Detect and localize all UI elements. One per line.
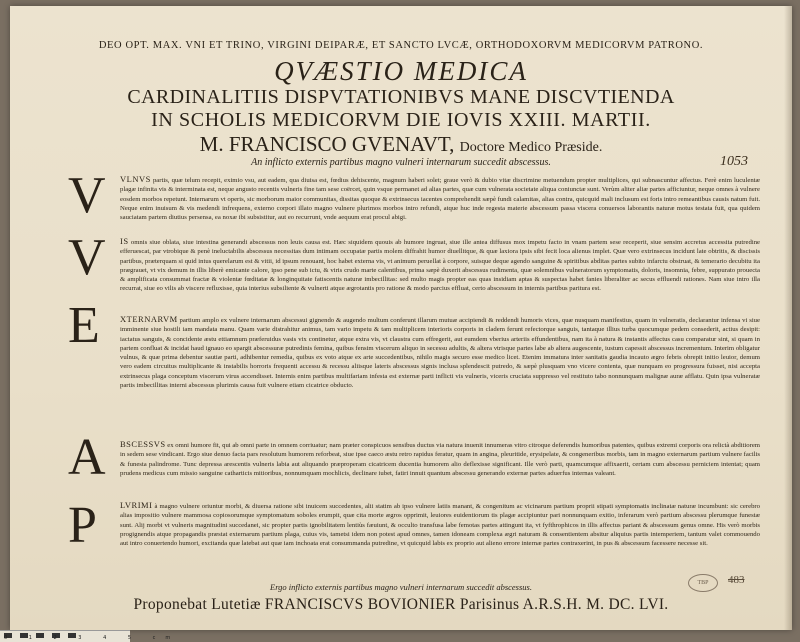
title-line-3: IN SCHOLIS MEDICORVM DIE IOVIS XXIII. MARTII. — [151, 109, 651, 131]
paragraph-lead-word: VLNVS — [120, 174, 151, 184]
paragraph-text: ex omni humore fit, qui ab omni parte in omnem corriuatur; nam præter conspicuos sensibus ductus via natura inuenit innumeras vitro citroque deferendis humoribus patentes, quibus extremi corporis ora relictà abditiorem in sedem sese vindicant. Ergo siue denuo facta pars resolutum humorem reforbeat, siue ipse caeco æstu retro rapidus feratur, quam in angina, pleuritide, erysipelate, & congeneribus morbis, tam in magno externarum partium vulnere facilis & funesta palindrome. Tunc depressa arescentis vulneris labia aut aliquando præproperam cicatricem ducentia humorem alio deflexisse significant. Ille verò parti, quamcumque affixaerit, certam cum abscessu perniciem intentat; quam prudens medicus cum missio sanguine catharticis mitioribus, nonnumquam mochlicis, declinare iubet, fatiri innuit quantum abscessu generando externæ partes aduerfus internas valeant. — [120, 442, 761, 477]
ruler-unit: cm — [152, 635, 181, 641]
scale-ruler — [0, 630, 181, 642]
paragraph — [120, 315, 760, 438]
paragraph-text: partis, quæ telum recepit, eximio vsu, aut eadem, qua diuisa est, fœdius dehiscente, magnum haberi solet; graue verò & dubio vitæ discrimine metuendum propter multiplices, qui subnascuntur affectus. Ferè enim luculentæ plagæ infinita vis & interminata est, neque angusto recentis vulneris fine tam sese coërcet, quin vsque permanet ad alias partes, quæ cum vulnerata societate aliqua coniunctæ sunt. Verùm aliter aliæ partes afficiuntur, neque omnes à vulnere eosdem morbos repetunt. Internarum vt operis, sic morborum maior communitas, dissitas quoque & extrinsecus iacentes comprehendit sæpè fundi calamitas, alias contra, quicquid mali inclusum est foris intro remeantibus causis natum fuit. Neque enim inuisum & vis medendi infrequens, externo corpori illato magno vulnere plurimos morbos intro refundi, atque huc inde regesta materie abscessum passa viscera conuersos laborantis naturæ motus testata fuit, qua quidem sauciatam partem diutius persensa, ea noxæ ibi subsistitur, aut eo recurrunt, vnde aequum erat procul abigi. — [120, 177, 761, 222]
drop-initial: E — [68, 297, 100, 354]
president-name: M. FRANCISCO GVENAVT, — [199, 132, 455, 156]
paragraph — [120, 237, 760, 313]
paragraph-text: à magno vulnere oriuntur morbi, & diuersa ratione sibi inuicem succedentes, alii statim ab ipso vulnere latiis manant, & congenitum ac vicinarum partium proprii stipati symptomatis inclinatæ naturæ incumbunt: sic cerebro alias impositio vulnere mammosa copiosorumque symptomatum soboles erumpit, quæ cita morte ægros opprimit, leuiores euidentiorum tis plagæ accipiuntur pari nonnunquam exitio, inferarum verò partium abscessu plerumque funestæ sunt. Alij morbi vt vulneris magnitudini succedanei, sic propter partis ignobilitatem lentiùs fæuiunt, & occulto transfusa labe femotas partes attingunt ita, vt fyfthrophicos in illis affectus pariant & abscessum genus omne. His verò morbis progignendis atque propagandis præstat externarum partium plaga, cuius vis, tametsi idem non potest apud omnes, tamen idoneam complexa ægri naturam & consentientem absitur aliquius partis intemperiem, tantum valet commouendo aut intro conuertendo humori, excitanda quæ latebat aut quæ iam inchoata erat consummanda putredine, vt quicquid labis ex proprio aut alieno errore internæ partes contraxerint, in pus & abscessum facessere necesse sit. — [120, 503, 760, 548]
dedication-line: DEO OPT. MAX. VNI ET TRINO, VIRGINI DEIPARÆ, ET SANCTO LVCÆ, ORTHODOXORVM MEDICORVM PATRONO. — [98, 40, 704, 51]
paragraph-text: omnis siue oblata, siue intestina generandi abscessus non leuis causa est. Hæc siquidem quouis ab humore ingruat, siue ille antea diffusus mox impetu facto in vnam partem sese receperit, siue sensim accretus accessita putredine efferuescat, par vtrobique & penè ineluctabilis abscessus necessitas dum intimam occupatæ partis molem diffrahit humor diuellitque, & quæ laxiora ipsis sibi fecit loca alienus implet. Quæ vero extrinsecus incidunt late obtritis, & discissis partibus, præterquam si quid intus querelarum est & vitii, id ipsum renouant, hoc habet externa vis, vt animum peruellat à corpore, suisque deque agendo sanguine & spiritibus abditas partes subito infarctu obstruat, & temerario decubitu ita prægrauet, vt vix demum in illis liberè emicante calore, ipso pene sub ictu, & viris crudo marte calentibus, prima sæpè duxerit abscessus rudimenta, quæ solemnibus vulneratorum symptomatis, doloris, insomnia, febre, suppurato prouecta & amplificata consummat fractæ & violentæ fœditatæ & longinquitate fatiscentis naturæ imbecillitas: sed multo magis propter eas quas insidiam aptas & suspectas habet fanies liberaliter ac secus effluendi rationes. Nam siue intro illa recurrat, siue eo vilis ab viscere refluxisse, quia interius subsiliente & vulnerti atque ægrotantis pro ratione & modo parcius effluat, certo abscessum in internis partibus paritura est. — [120, 239, 761, 293]
document-page — [10, 6, 792, 630]
paragraph — [120, 440, 760, 499]
drop-initial: V — [68, 167, 106, 224]
paragraph-text: partium amplo ex vulnere internarum abscessui gignendo & augendo multum conferunt illarum mutuæ accipiendi & reddendi humoris vices, quæ nusquam manifestius, quam in vulneratis, declarantur infensa vi siue imminente siue hostili iam mandata manu. Quam varie distrahitur animus, tam vario impetu & tam multiplicem interioris corporis in cladem ferunt refectorque sanguis, tantaque illius turba quocumque pedem consederit, actius desipit: iactatus sanguis, & concidente æstu ettiamnum præferuidus vasis vix continetur, atque extra vis, vt claustra cum effregerit, aut eumdem vberius arteriis effundentibus, nam ita à natura & instantis affectus casu comparatur sint, si quam in partem confluat & incidat haud ignauo eo spargit abscessuræ putredinis femina, quibus fensim viscerum aliquo in secessu adultis, & altera vtrisque partes labe ab altera augescente, iustum capessit abscessus incrementum. Interim obligatur vulnus, & quæ prima debentur sautiæ parti, adhibentur remedia, quibus ex voto atque ex arte succedentibus, nihilo magis securo esse medico licet. Etenim immatura inter sanitatis gaudia incauto ægro febris obrepit initio leuior, demum vero eadem circuitus multiplicante & instabilis horroris frequenti accessu & recessu aliisque lateris abscessus signis inclusa splendescit putredo, & sæpè plusquam vno vicere contenta, quæ nunquam eo progressura fuisset, nisi accepta extrinsecus plaga conceptum viscerum virus accendisset. Internis enim partibus multifariam infesta est externæ parti inflicti vis vulneris, viceris cruciata suppresso vel restituto tabo nonnunquam malignæ auræ afflatu. Quin ipsa vulneratæ partis imbecillitas interni abscessus plurimis causa fuit vulnere etiam cicatrice obducto. — [120, 317, 760, 390]
paragraph-lead-word: BSCESSVS — [120, 439, 166, 449]
paragraph-lead-word: LVRIMI — [120, 500, 153, 510]
handwritten-folio-number: 1053 — [720, 154, 748, 169]
drop-initial: A — [68, 429, 106, 486]
drop-initial: P — [68, 497, 97, 554]
title-line-1: QVÆSTIO MEDICA — [274, 56, 528, 86]
handwritten-shelfmark: 483 — [728, 574, 745, 586]
ruler-number-labels: 0 1 2 3 4 5 — [4, 635, 142, 641]
paragraph-lead-word: IS — [120, 236, 129, 246]
president-line — [10, 132, 792, 160]
ruler-numbers — [4, 635, 181, 641]
library-stamp: TBP — [688, 574, 718, 592]
closing-conclusion: Ergo inflicto externis partibus magno vulneri internarum succedit abscessus. — [270, 582, 532, 592]
paragraph — [120, 175, 760, 225]
paragraph-lead-word: XTERNARVM — [120, 314, 178, 324]
question-subtitle: An inflicto externis partibus magno vulneri internarum succedit abscessus. — [251, 157, 551, 168]
title-line-2: CARDINALITIIS DISPVTATIONIBVS MANE DISCVTIENDA — [127, 86, 675, 108]
drop-initial: V — [68, 229, 106, 286]
president-role: Doctore Medico Præside. — [459, 140, 603, 155]
paragraph — [120, 501, 760, 576]
imprint-footer: Proponebat Lutetiæ FRANCISCVS BOVIONIER Parisinus A.R.S.H. M. DC. LVI. — [133, 596, 669, 613]
